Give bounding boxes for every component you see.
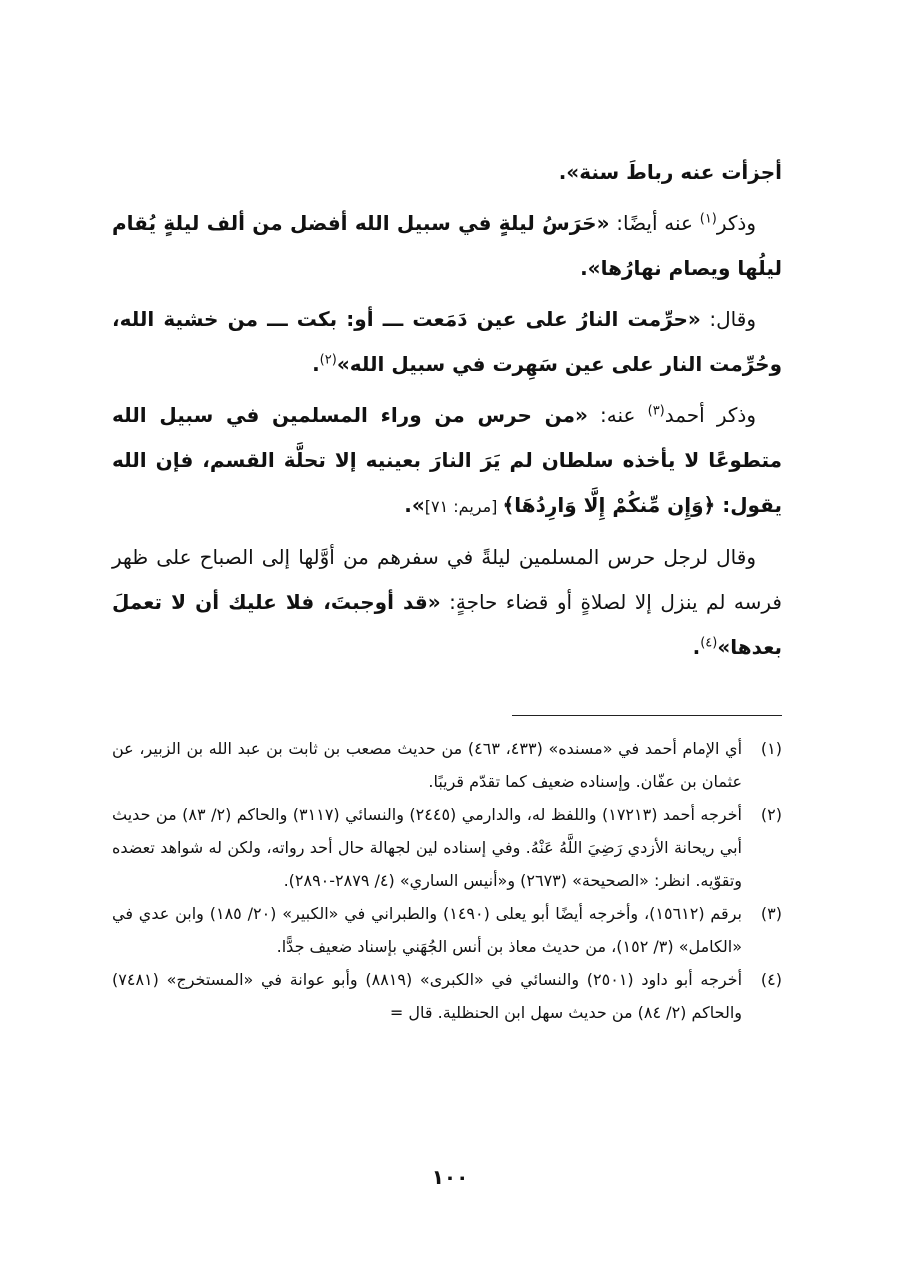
footnote-divider [512,715,782,716]
footnote-number: (١) [760,739,782,758]
p2-mid: عنه أيضًا: [609,211,700,235]
footnote-number: (٣) [760,904,782,923]
footnote-text: أخرجه أحمد (١٧٢١٣) واللفظ له، والدارمي (٢٤٤٥) والنسائي (٣١١٧) والحاكم (٢/ ٨٣) من حديث أبي ريحانة الأزدي رَضِيَ اللَّهُ عَنْهُ. وفي إسناده لين لجهالة حال أحد رواته، ولكن له شواهد تعضده وتقوّيه. انظر: «الصحيحة» (٢٦٧٣) و«أنيس الساري» (٤/ ٢٨٧٩-٢٨٩٠). [112,805,743,890]
footnote-text: أخرجه أبو داود (٢٥٠١) والنسائي في «الكبرى» (٨٨١٩) وأبو عوانة في «المستخرج» (٧٤٨١) والحاكم (٢/ ٨٤) من حديث سهل ابن الحنظلية. قال = [112,970,743,1022]
page-number: ١٠٠ [431,1165,469,1189]
main-text [112,150,782,676]
p4-intro: وذكر أحمد [664,403,756,427]
footnote-ref-3[interactable]: (٣) [647,403,665,419]
p5-intro: وقال لرجل حرس المسلمين ليلةً في سفرهم من أوَّلها إلى الصباح على ظهر فرسه لم ينزل إلا لصلاةٍ أو قضاء حاجةٍ: [112,545,782,614]
footnote-1 [112,732,782,798]
p5-end: . [692,635,701,659]
footnote-text: برقم (١٥٦١٢)، وأخرجه أيضًا أبو يعلى (١٤٩٠) والطبراني في «الكبير» (٢٠/ ١٨٥) وابن عدي في «الكامل» (٣/ ١٥٢)، من حديث معاذ بن أنس الجُهَني بإسناد ضعيف جدًّا. [112,904,742,956]
p3-end: . [312,352,320,376]
footnote-number: (٢) [760,805,782,824]
hadith-quote: «حرِّمت النارُ على عين دَمَعت ـــ أو: بكت ـــ من خشية الله، وحُرِّمت النار على عين سَهِرت في سبيل الله» [112,307,782,376]
footnote-4 [112,963,782,1029]
footnote-3 [112,897,782,963]
p4-end: ». [404,493,425,517]
quran-citation: [مريم: ٧١] [424,497,503,516]
p3-intro: وقال: [700,307,756,331]
p2-intro: وذكر [716,211,756,235]
paragraph-2 [112,201,782,291]
footnotes [112,732,782,1029]
footnote-text: أي الإمام أحمد في «مسنده» (٤٣٣، ٤٦٣) من حديث مصعب بن ثابت بن عبد الله بن الزبير، عن عثمان بن عفّان. وإسناده ضعيف كما تقدّم قريبًا. [112,739,743,791]
quote-end: أجزأت عنه رباطَ سنة». [558,160,782,184]
paragraph-1 [112,150,782,195]
paragraph-3 [112,297,782,387]
footnote-ref-2[interactable]: (٢) [319,352,337,368]
footnote-ref-1[interactable]: (١) [699,211,717,227]
paragraph-5 [112,535,782,670]
paragraph-4 [112,393,782,529]
footnote-ref-4[interactable]: (٤) [700,635,718,651]
hadith-quote: «حَرَسُ ليلةٍ في سبيل الله أفضل من ألف ليلةٍ يُقام ليلُها ويصام نهارُها». [112,211,782,280]
hadith-quote: «قد أوجبتَ، فلا عليك أن لا تعملَ بعدها» [112,590,782,659]
p4-mid: عنه: [587,403,648,427]
footnote-number: (٤) [760,970,782,989]
hadith-quote: «من حرس من وراء المسلمين في سبيل الله متطوعًا لا يأخذه سلطان لم يَرَ النارَ بعينيه إلا تحلَّة القسم، فإن الله يقول: ﴿وَإِن مِّنكُمْ إِلَّا وَارِدُهَا﴾ [112,403,782,517]
footnote-2 [112,798,782,897]
